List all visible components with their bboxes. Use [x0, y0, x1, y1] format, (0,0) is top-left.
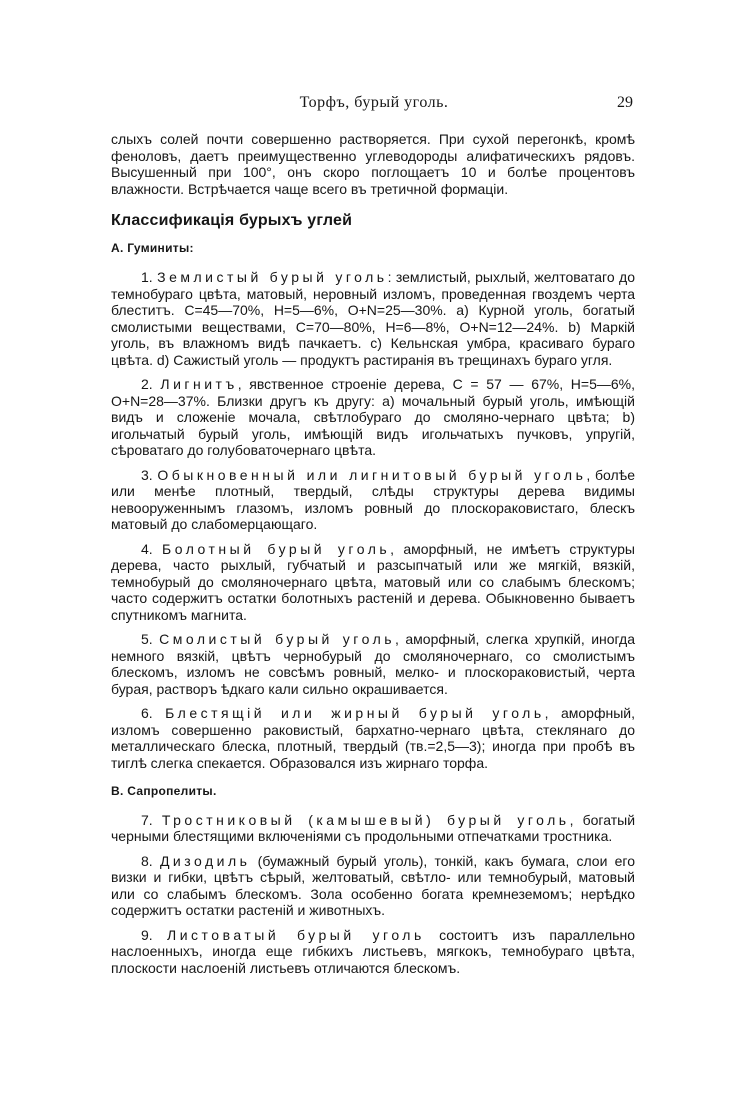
- entry-term: Болотный бурый уголь: [162, 540, 391, 557]
- section-heading: Классификація бурыхъ углей: [111, 212, 353, 229]
- entry-number: 7.: [141, 811, 153, 828]
- entry-text: , явственное строеніе дерева, C = 57 — 67%, H=5—6%, O+N=28—37%. Близки другъ къ другу: a) мочальный бурый уголь, имѣющій видъ и сложеніе мочала, свѣтлобураго до смоляно-чернаго цвѣта; b) игольчатый бурый уголь, имѣющій видъ игольчатыхъ пучковъ, упругій, сѣроватаго до голубоваточернаго цвѣта.: [111, 376, 635, 458]
- entry-9: [111, 927, 635, 977]
- entry-8: [111, 853, 635, 919]
- entry-text: , аморфный, изломъ совершенно раковистый, бархатно-чернаго цвѣта, стеклянаго до металлическаго блеска, плотный, твердый (тв.=2,5—3); иногда при пробѣ въ тиглѣ слегка спекается. Образовался изъ жирнаго торфа.: [111, 705, 635, 771]
- entry-text: состоитъ изъ параллельно наслоенныхъ, иногда еще гибкихъ листьевъ, мягкокъ, темнобураго цвѣта, плоскости наслоеній листьевъ отличаются блескомъ.: [111, 926, 635, 976]
- entry-number: 4.: [141, 540, 153, 557]
- subsection-heading-b: В. Сапропелиты.: [111, 784, 217, 798]
- entry-number: 5.: [141, 631, 153, 647]
- running-head: [0, 94, 748, 116]
- entry-term: Обыкновенный или лигнитовый бурый уголь: [157, 466, 587, 483]
- entry-1: [111, 269, 635, 368]
- entry-5: [111, 631, 635, 697]
- entry-term: Дизодиль: [159, 852, 251, 869]
- entry-2: [111, 376, 635, 459]
- entry-7: [111, 812, 635, 845]
- entry-text: : землистый, рыхлый, желтоватаго до темнобураго цвѣта, матовый, неровный изломъ, проведенная гвоздемъ черта блеститъ. C=45—70%, H=5—6%, O+N=25—30%. a) Курной уголь, богатый смолистыми веществами, C=70—80%, H=6—8%, O+N=12—24%. b) Маркій уголь, въ влажномъ видѣ пачкаетъ. c) Кельнская умбра, красиваго бураго цвѣта. d) Сажистый уголь — продуктъ растиранія въ трещинахъ бураго угля.: [111, 269, 635, 368]
- entry-number: 2.: [141, 376, 153, 392]
- body-text: [111, 131, 635, 976]
- entry-text: , аморфный, слегка хрупкій, иногда немного вязкій, цвѣтъ чернобурый до смоляночернаго, со смолистымъ блескомъ, изломъ не совсѣмъ ровный, мелко- и плоскораковистый, черта бурая, растворъ ѣдкаго кали сильно окрашивается.: [111, 631, 635, 697]
- entry-number: 1.: [141, 269, 153, 285]
- entry-term: Листоватый бурый уголь: [167, 926, 425, 943]
- entry-term: Смолистый бурый уголь: [159, 631, 396, 647]
- entry-number: 3.: [141, 466, 153, 483]
- page-number: 29: [617, 94, 633, 111]
- entry-term: Лигнитъ: [160, 376, 238, 392]
- entry-text: , богатый черными блестящими включеніями съ продольными отпечатками тростника.: [111, 811, 636, 844]
- entry-term: Тростниковый (камышевый) бурый уголь: [161, 811, 570, 828]
- entry-4: [111, 541, 635, 624]
- entry-6: [111, 705, 635, 771]
- entry-number: 8.: [141, 852, 153, 869]
- entry-text: , болѣе или менѣе плотный, твердый, слѣды структуры дерева видимы невооруженнымъ глазомъ, изломъ ровный до плоскораковистаго, блескъ матовый до слабомерцающаго.: [111, 466, 636, 532]
- entry-term: Блестящій или жирный бурый уголь: [165, 705, 545, 721]
- entry-number: 6.: [141, 705, 153, 721]
- entry-term: Землистый бурый уголь: [157, 269, 388, 285]
- subsection-heading-a: А. Гуминиты:: [111, 240, 194, 255]
- entry-number: 9.: [141, 926, 153, 943]
- entry-text: , аморфный, не имѣетъ структуры дерева, часто рыхлый, губчатый и разсыпчатый или же мягкій, вязкій, темнобурый до смоляночернаго цвѣта, матовый или со слабымъ блескомъ; часто содержитъ остатки болотныхъ растеній и дерева. Обыкновенно бываетъ спутникомъ магнита.: [111, 540, 635, 623]
- intro-paragraph: слыхъ солей почти совершенно растворяется. При сухой перегонкѣ, кромѣ феноловъ, даетъ преимущественно углеводороды алифатическихъ рядовъ. Высушенный при 100°, онъ скоро поглощаетъ 10 и болѣе процентовъ влажности. Встрѣчается чаще всего въ третичной формаціи.: [111, 131, 635, 197]
- running-title: Торфъ, бурый уголь.: [299, 94, 449, 111]
- entry-text: (бумажный бурый уголь), тонкій, какъ бумага, слои его визки и гибки, цвѣтъ сѣрый, желтоватый, свѣтло- или темнобурый, матовый или со слабымъ блескомъ. Зола особенно богата кремнеземомъ; нерѣдко содержитъ остатки растеній и животныхъ.: [111, 852, 636, 918]
- entry-3: [111, 467, 635, 533]
